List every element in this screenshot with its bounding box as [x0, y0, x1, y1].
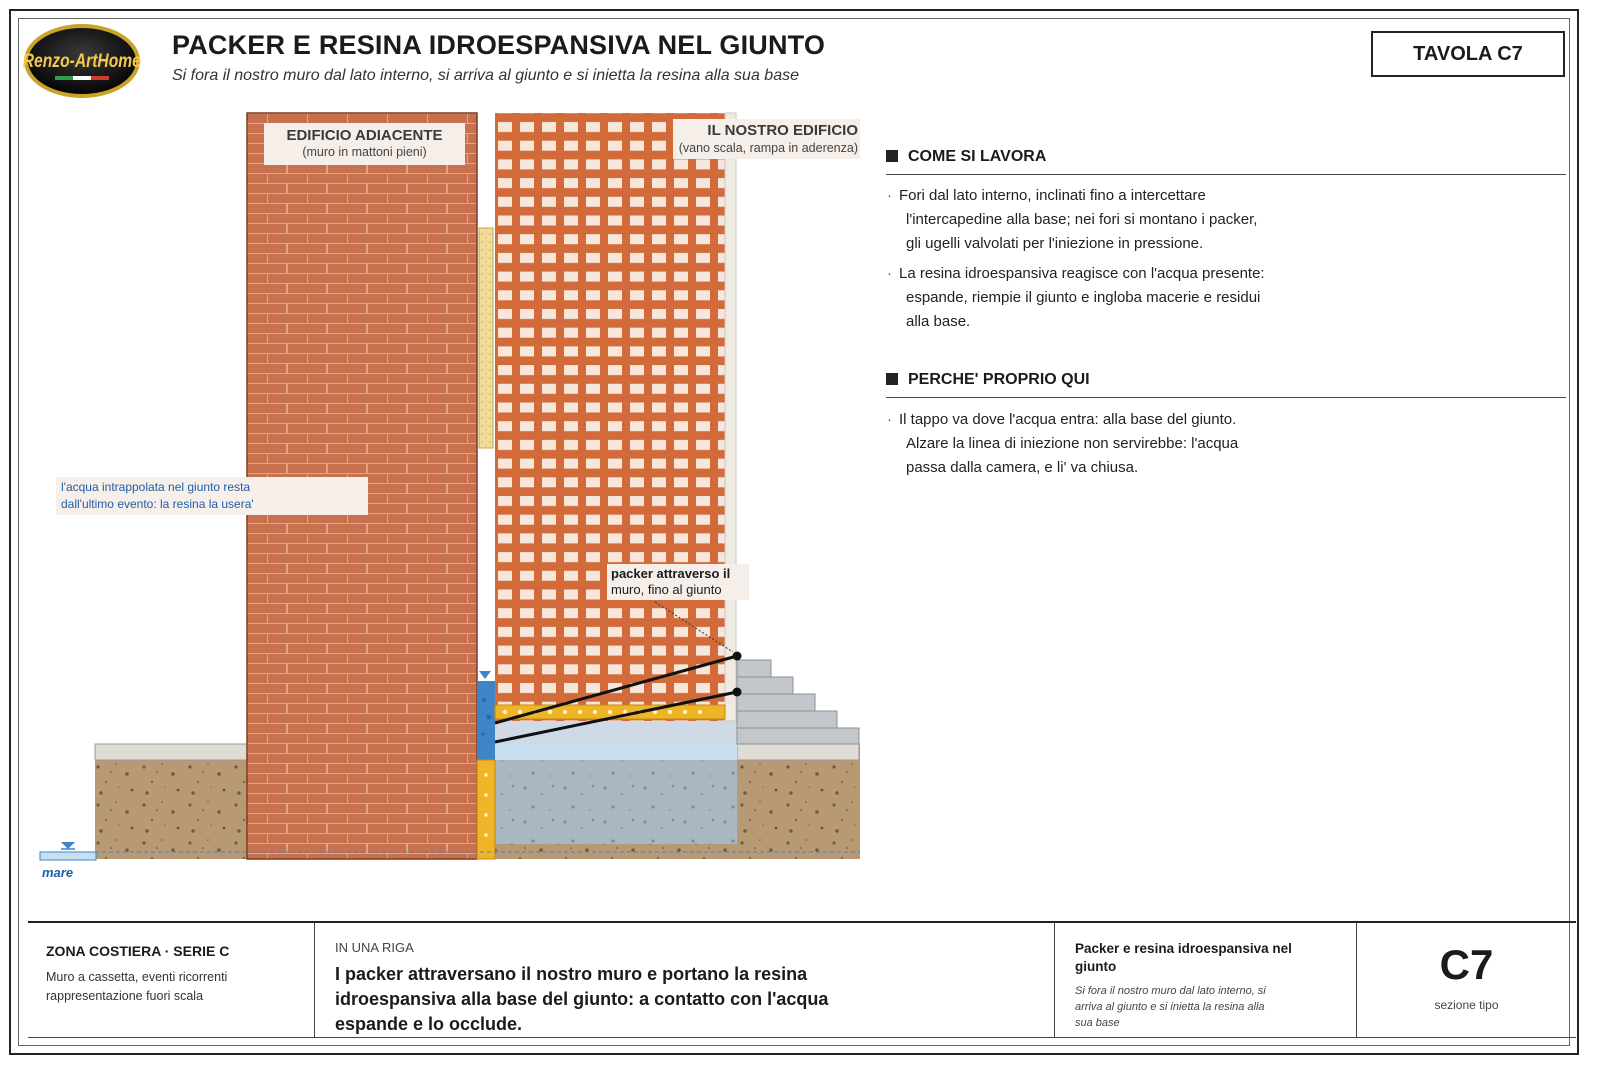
card-subtitle-line-1: Si fora il nostro muro dal lato interno, si	[1075, 985, 1266, 997]
adjacent-building-label	[264, 123, 465, 165]
card-title-line-1: Packer e resina idroespansiva nel	[1075, 941, 1292, 956]
tavola-badge: TAVOLA C7	[1371, 31, 1565, 77]
packer-label-line-2: muro, fino al giunto	[611, 582, 722, 597]
bullet-dot-icon: ·	[887, 265, 892, 282]
bullet-line: · La resina idroespansiva reagisce con l'acqua presente:	[887, 262, 1265, 286]
zone-line-2: rappresentazione fuori scala	[46, 989, 204, 1003]
bullet-line: espande, riempie il giunto e ingloba macerie e residui	[906, 289, 1261, 306]
zone-line-1: Muro a cassetta, eventi ricorrenti	[46, 970, 228, 984]
bullet-line: l'intercapedine alla base; nei fori si montano i packer,	[906, 211, 1258, 228]
card-subtitle	[1075, 983, 1266, 1031]
card-subtitle-line-2: arriva al giunto e si inietta la resina alla	[1075, 1001, 1265, 1013]
bullet-how-2	[887, 262, 1265, 334]
our-building-subtitle: (vano scala, rampa in aderenza)	[678, 141, 858, 155]
bullet-line: · Fori dal lato interno, inclinati fino a intercettare	[887, 184, 1257, 208]
page-subtitle: Si fora il nostro muro dal lato interno, si arriva al giunto e si inietta la resina alla sua base	[172, 67, 799, 84]
bullet-line: gli ugelli valvolati per l'iniezione in pressione.	[906, 235, 1204, 252]
bullet-line: Alzare la linea di iniezione non servirebbe: l'acqua	[906, 435, 1239, 452]
card-title	[1075, 940, 1292, 976]
adjacent-building-title: EDIFICIO ADIACENTE	[286, 127, 443, 144]
section-rule	[886, 174, 1566, 175]
adjacent-building-subtitle: (muro in mattoni pieni)	[302, 145, 427, 159]
water-note-line-2: dall'ultimo evento: la resina la usera'	[61, 497, 254, 511]
sheet-code-subtitle: sezione tipo	[1434, 998, 1499, 1012]
card-title-line-2: giunto	[1075, 959, 1117, 974]
sea-label: mare	[42, 865, 74, 880]
zone-cell	[28, 923, 315, 1038]
section-rule	[886, 397, 1566, 398]
summary-text	[335, 962, 828, 1037]
bullet-line: passa dalla camera, e li' va chiusa.	[906, 459, 1139, 476]
section-heading-why	[886, 371, 1090, 389]
code-cell	[1357, 923, 1576, 1038]
card-subtitle-line-3: sua base	[1075, 1017, 1120, 1029]
card-cell	[1055, 923, 1357, 1038]
bullet-why-1	[887, 408, 1238, 480]
bullet-line: alla base.	[906, 313, 971, 330]
sheet-code: C7	[1439, 941, 1494, 988]
our-building-title: IL NOSTRO EDIFICIO	[707, 122, 858, 139]
square-bullet-icon	[886, 150, 898, 162]
section-heading-how	[886, 148, 1046, 166]
summary-cell	[315, 923, 1055, 1038]
bullet-dot-icon: ·	[887, 411, 892, 428]
water-note	[56, 477, 368, 515]
bullet-dot-icon: ·	[887, 187, 892, 204]
bullet-line: · Il tappo va dove l'acqua entra: alla base del giunto.	[887, 408, 1238, 432]
bullet-how-1	[887, 184, 1257, 256]
packer-label	[607, 564, 749, 600]
section-heading-why-text: PERCHE' PROPRIO QUI	[908, 371, 1090, 388]
square-bullet-icon	[886, 373, 898, 385]
water-note-line-1: l'acqua intrappolata nel giunto resta	[61, 480, 251, 494]
zone-title: ZONA COSTIERA · SERIE C	[46, 943, 230, 959]
logo-text: Renzo-ArtHome	[22, 49, 141, 72]
summary-line-1: I packer attraversano il nostro muro e portano la resina	[335, 964, 808, 984]
summary-line-3: espande e lo occlude.	[335, 1014, 523, 1034]
packer-label-line-1: packer attraverso il	[611, 566, 731, 581]
page-title: PACKER E RESINA IDROESPANSIVA NEL GIUNTO	[172, 30, 826, 60]
summary-label: IN UNA RIGA	[335, 940, 414, 955]
title-block	[28, 921, 1576, 1038]
summary-line-2: idroespansiva alla base del giunto: a contatto con l'acqua	[335, 989, 829, 1009]
section-heading-how-text: COME SI LAVORA	[908, 148, 1047, 165]
